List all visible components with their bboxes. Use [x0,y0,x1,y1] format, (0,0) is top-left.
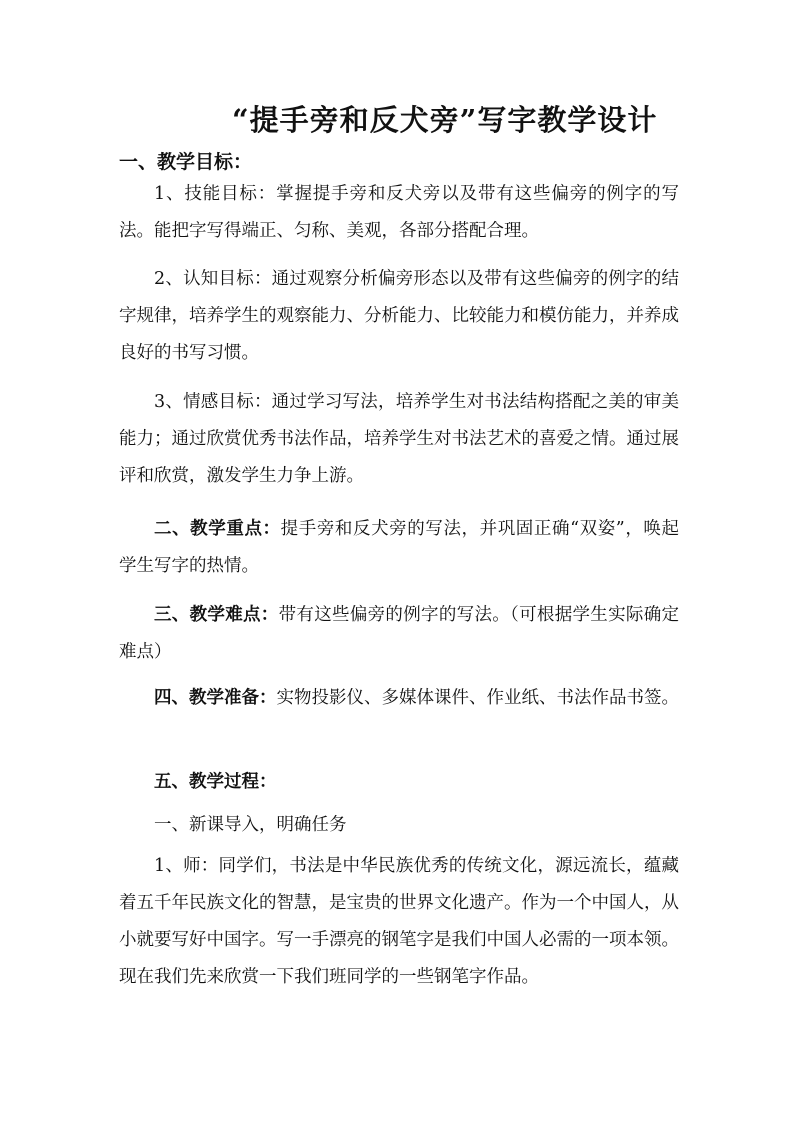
difficulty-text: 带有这些偏旁的例字的写法。（可根据学生实际确定难点） [119,605,680,662]
step1-paragraph: 1、师：同学们，书法是中华民族优秀的传统文化，源远流长，蕴藏着五千年民族文化的智慧，是宝贵的世界文化遗产。作为一个中国人，从小就要写好中国字。写一手漂亮的钢笔字是我们中国人必需的一项本领。现在我们先来欣赏一下我们班同学的一些钢笔字作品。 [119,856,679,987]
step1-heading: 一、新课导入，明确任务 [154,815,347,835]
preparation-label: 四、教学准备： [154,688,277,708]
difficulty-paragraph [119,597,679,671]
difficulty-label: 三、教学难点： [154,605,279,625]
preparation-text: 实物投影仪、多媒体课件、作业纸、书法作品书签。 [276,688,679,708]
document-title: “提手旁和反犬旁”写字教学设计 [232,103,658,137]
key-point-paragraph [119,511,679,585]
process-heading: 五、教学过程： [154,772,277,792]
section-heading-goals: 一、教学目标： [119,151,253,173]
key-point-text: 提手旁和反犬旁的写法，并巩固正确“双姿”，唤起学生写字的热情。 [119,519,679,576]
key-point-label: 二、教学重点： [154,519,281,539]
goal-emotional-paragraph: 3、情感目标：通过学习写法，培养学生对书法结构搭配之美的审美能力；通过欣赏优秀书法作品，培养学生对书法艺术的喜爱之情。通过展评和欣赏，激发学生力争上游。 [119,392,679,486]
goal-cognitive-paragraph: 2、认知目标：通过观察分析偏旁形态以及带有这些偏旁的例字的结字规律，培养学生的观察能力、分析能力、比较能力和模仿能力，并养成良好的书写习惯。 [119,269,679,363]
goal-skill-paragraph: 1、技能目标：掌握提手旁和反犬旁以及带有这些偏旁的例字的写法。能把字写得端正、匀称、美观，各部分搭配合理。 [119,184,679,241]
process-heading-paragraph [119,764,679,801]
preparation-paragraph [119,680,679,717]
